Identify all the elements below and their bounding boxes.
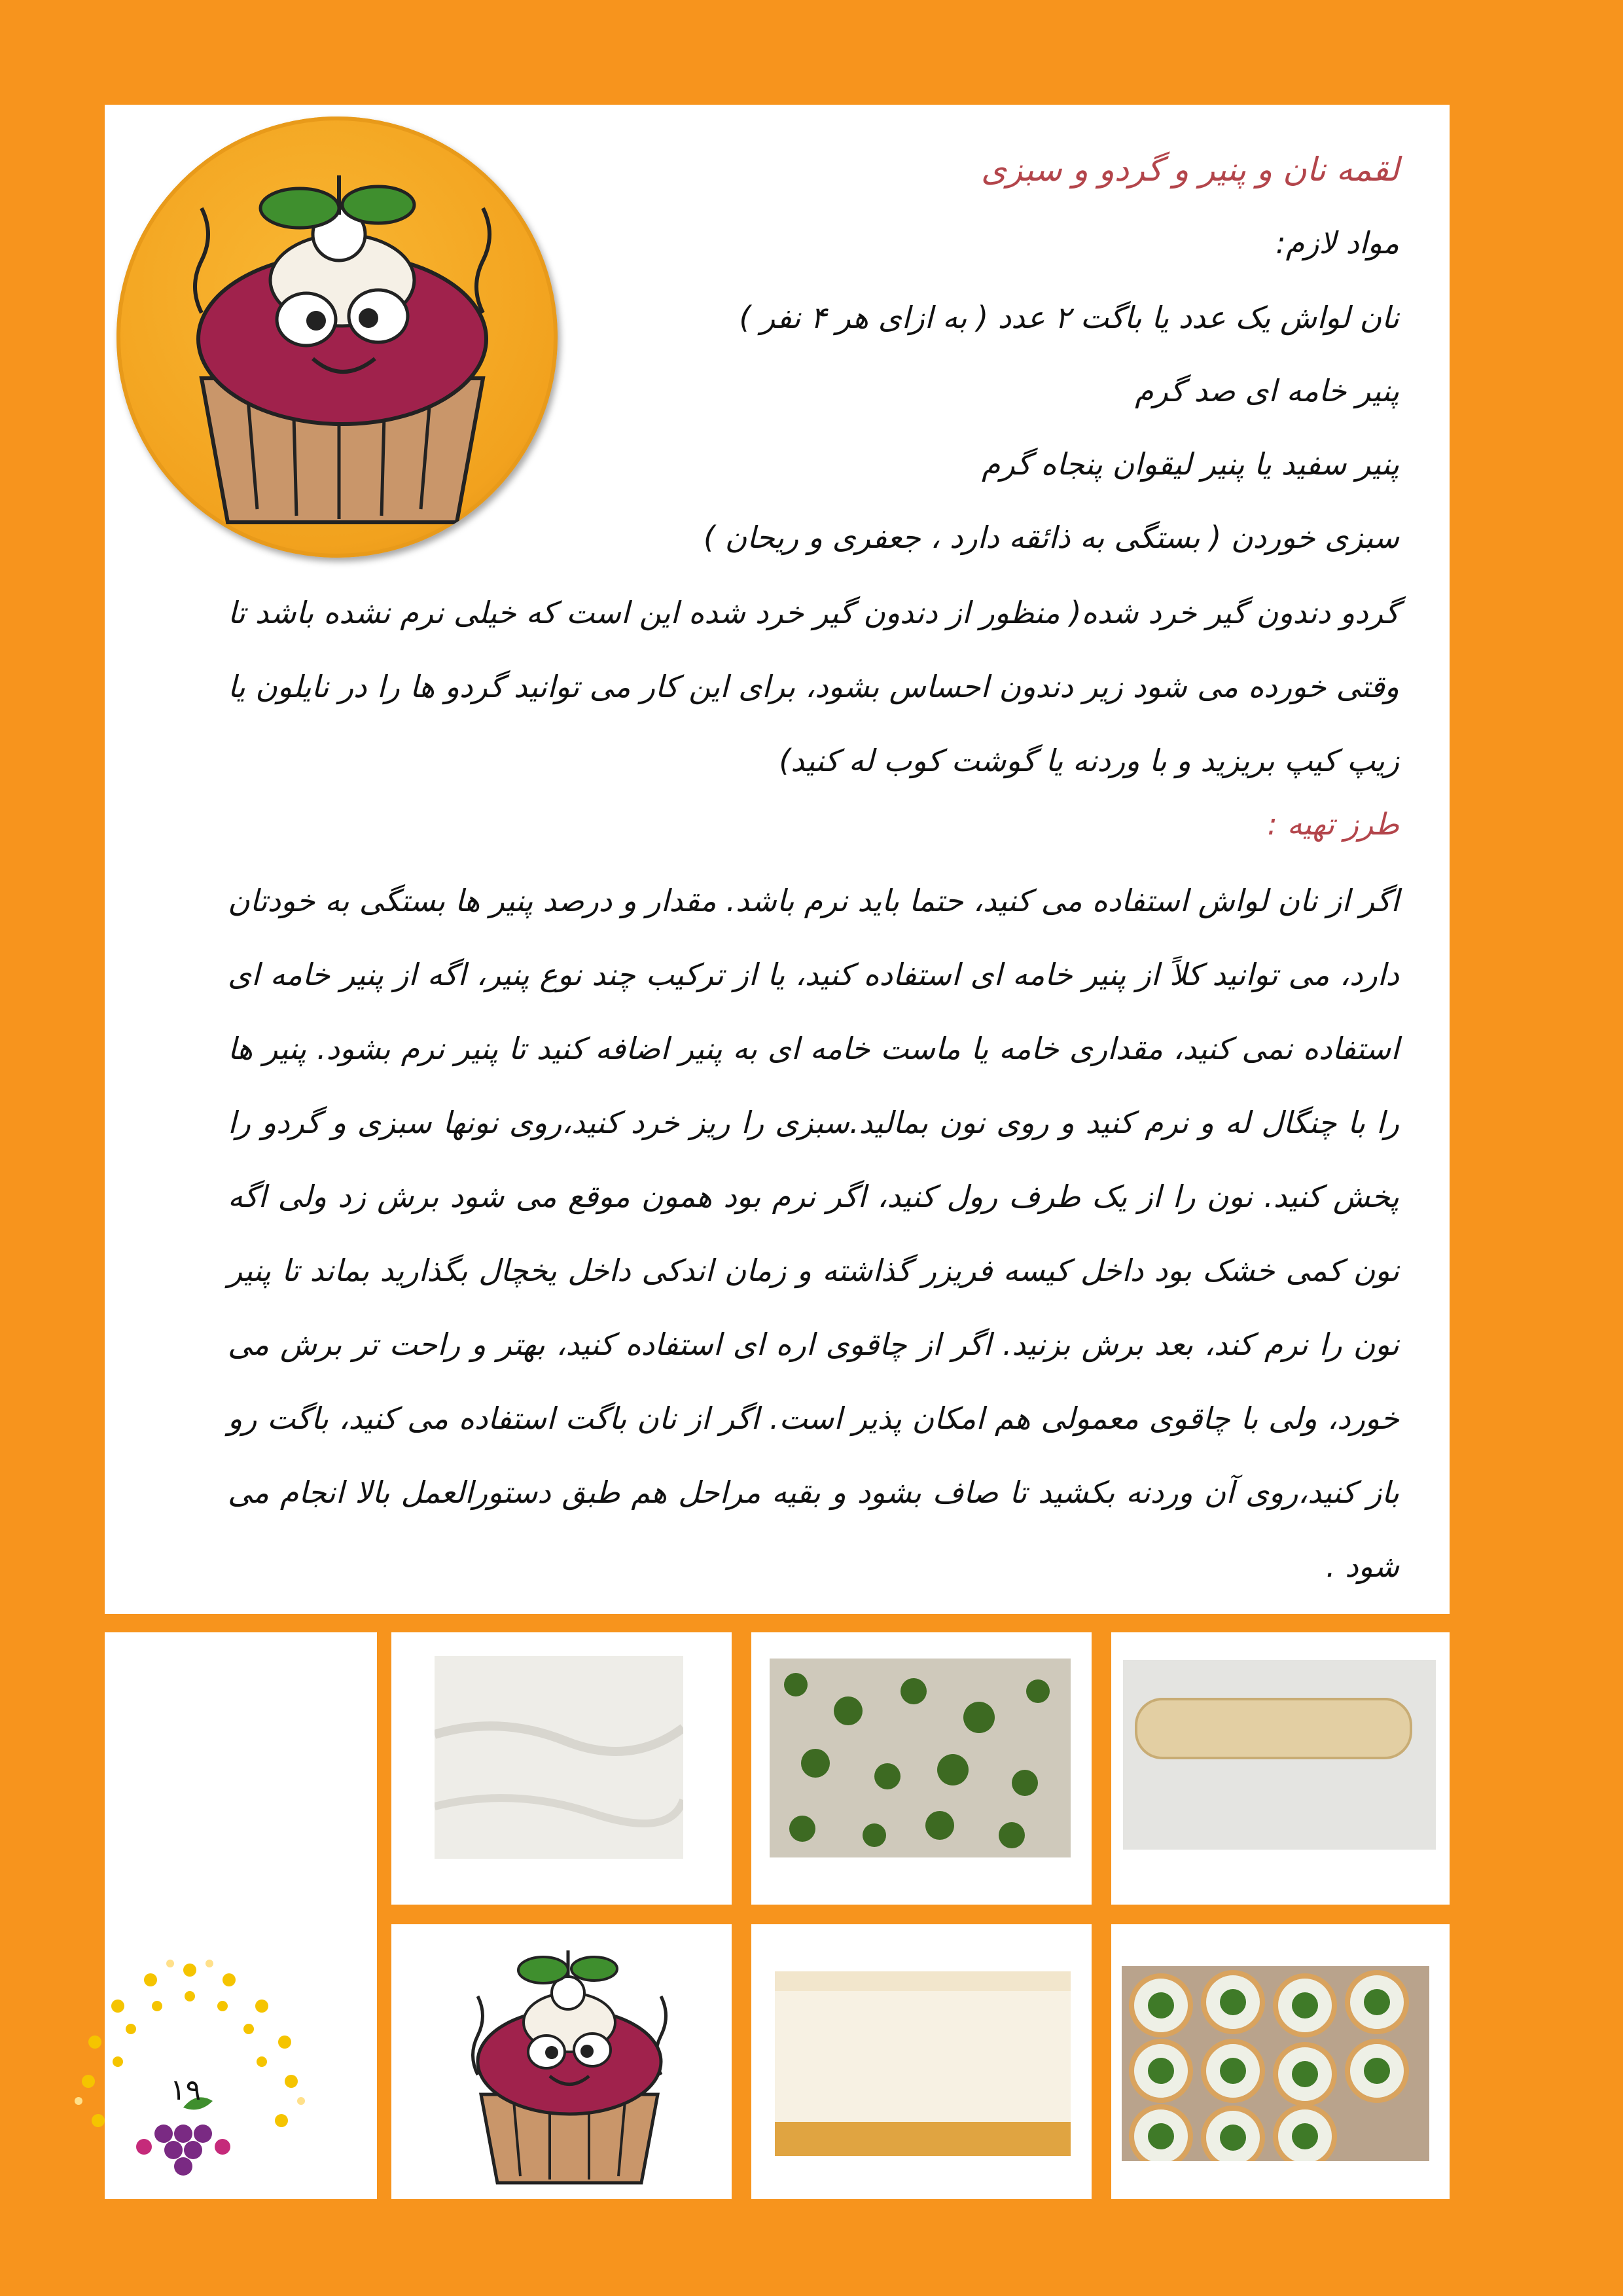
ingredients-heading: مواد لازم: [1275, 225, 1399, 260]
photo-baguette-opened [775, 1971, 1071, 2156]
cupcake-character-icon [452, 1931, 687, 2186]
ingredient-line: نان لواش یک عدد یا باگت ۲ عدد ( به ازای هر ۴ نفر ) [739, 300, 1399, 335]
cupcake-badge-icon [116, 117, 558, 558]
photo-sliced-rolls [1122, 1966, 1429, 2161]
ingredient-line: پنیر سفید یا پنیر لیقوان پنجاه گرم [981, 446, 1399, 482]
recipe-title: لقمه نان و پنیر و گردو و سبزی [981, 151, 1399, 188]
ingredient-line: پنیر خامه ای صد گرم [1135, 373, 1399, 408]
ingredient-line: سبزی خوردن ( بستگی به ذائقه دارد ، جعفری و ریحان ) [704, 520, 1399, 555]
photo-herbs-spread [770, 1659, 1071, 1857]
walnut-note: گردو دندون گیر خرد شده( منظور از دندون گیر خرد شده این است که خیلی نرم نشده باشد تا وقتی خورده می شود زیر دندون احساس بشود، برای این کار می توانید گردو ها را در نایلون یا زیپ کیپ بریزید و با وردنه یا گوشت کوب له کنید) [228, 595, 1399, 778]
method-heading: طرز تهیه : [1267, 806, 1399, 842]
photo-rolled-bread [1123, 1660, 1436, 1850]
photo-lavash-bread [435, 1656, 683, 1859]
method-paragraph: اگر از نان لواش استفاده می کنید، حتما باید نرم باشد. مقدار و درصد پنیر ها بستگی به خودتان دارد، می توانید کلاً از پنیر خامه ای استفاده کنید، یا از ترکیب چند نوع پنیر، اگه از پنیر خامه ای استفاده نمی کنید، مقداری خامه یا ماست خامه ای به پنیر اضافه کنید تا پنیر نرم بشود. پنیر ها را با چنگال له و نرم کنید و روی نون بمالید.سبزی را ریز خرد کنید،روی نونها سبزی و گردو را پخش کنید. نون را از یک طرف رول کنید، اگر نرم بود همون موقع می شود برش زد ولی اگه نون کمی خشک بود داخل کیسه فریزر گذاشته و زمان اندکی داخل یخچال بگذارید بماند تا پنیر نون را نرم کند، بعد برش بزنید. اگر از چاقوی اره ای استفاده کنید، بهتر و راحت تر برش می خورد، ولی با چاقوی معمولی هم امکان پذیر است. اگر از نان باگت استفاده می کنید، باگت رو باز کنید،روی آن وردنه بکشید تا صاف بشود و بقیه مراحل هم طبق دستورالعمل بالا انجام می شود . [228, 883, 1399, 1584]
page-number: ۱۹ [170, 2073, 202, 2107]
